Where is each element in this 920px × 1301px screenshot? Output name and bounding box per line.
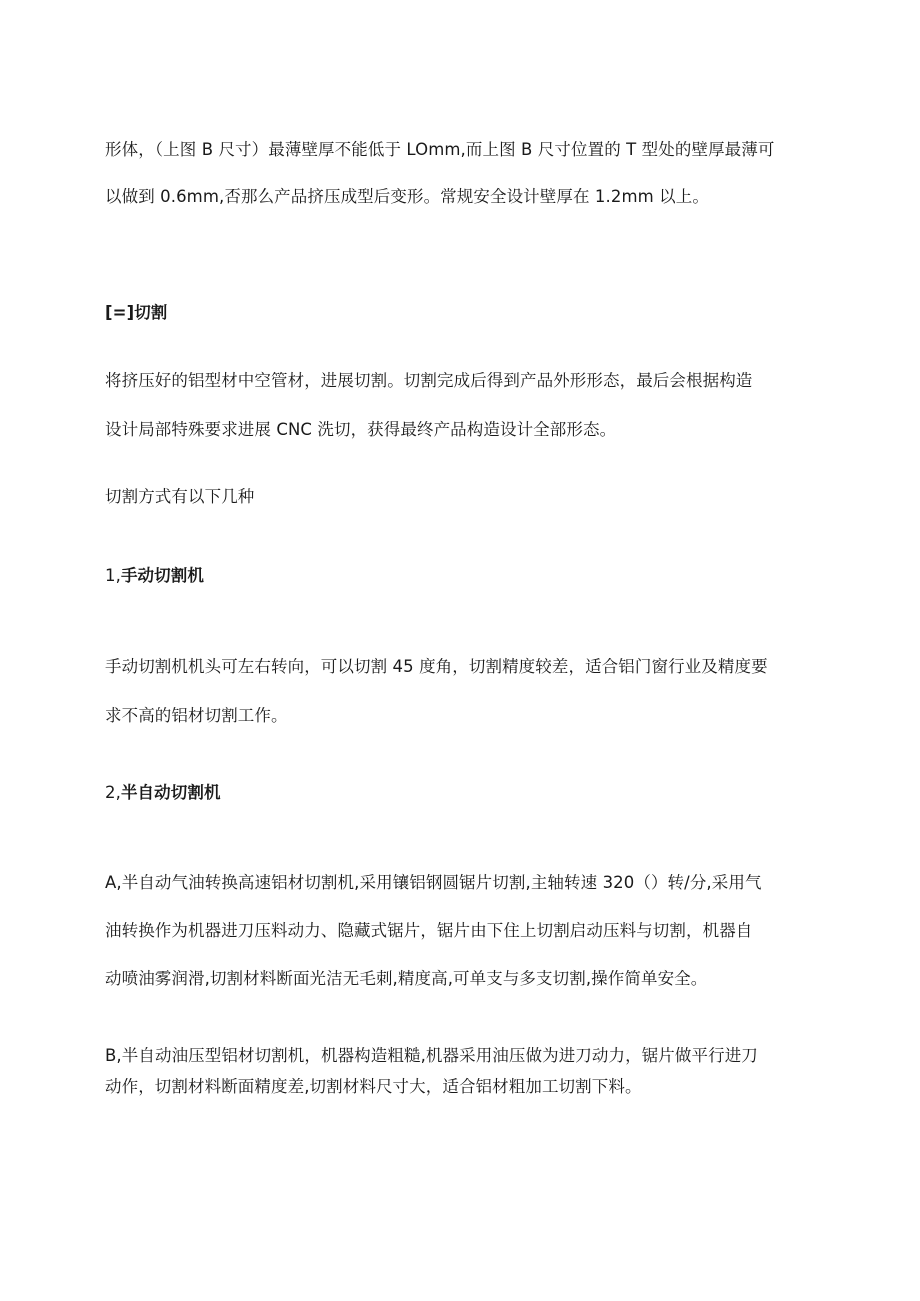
method-1-title: 手动切割机 <box>120 566 204 585</box>
method-2a-line-3: 动喷油雾润滑,切割材料断面光洁无毛刺,精度高,可单支与多支切割,操作简单安全。 <box>105 969 708 988</box>
method-2a-line-2: 油转换作为机器进刀压料动力、隐藏式锯片，锯片由下住上切割启动压料与切割，机器自 <box>105 921 753 940</box>
method-1-desc-line-2: 求不高的铝材切割工作。 <box>105 706 288 725</box>
method-1-number: 1, <box>105 566 121 585</box>
method-2-title: 半自动切割机 <box>120 783 221 802</box>
method-2b-line-1: B,半自动油压型铝材切割机，机器构造粗糙,机器采用油压做为进刀动力，锯片做平行进刀 <box>105 1046 758 1065</box>
intro-text-line-1: 形体，（上图 B 尺寸）最薄壁厚不能低于 LOmm,而上图 B 尺寸位置的 T 型处的壁厚最薄可 <box>105 140 775 159</box>
method-1-desc-line-1: 手动切割机机头可左右转向，可以切割 45 度角，切割精度较差，适合铝门窗行业及精度要 <box>105 657 768 676</box>
method-2-number: 2, <box>105 783 121 802</box>
method-1-heading <box>105 565 204 587</box>
method-2b-line-2: 动作，切割材料断面精度差,切割材料尺寸大，适合铝材粗加工切割下料。 <box>105 1077 642 1096</box>
intro-text-line-2: 以做到 0.6mm,否那么产品挤压成型后变形。常规安全设计壁厚在 1.2mm 以上。 <box>105 187 709 206</box>
section-heading-cutting: [=]切割 <box>105 303 168 322</box>
method-2a-line-1: A,半自动气油转换高速铝材切割机,采用镶铝钢圆锯片切割,主轴转速 320（）转/分,采用气 <box>105 873 762 892</box>
cutting-paragraph-line-1: 将挤压好的铝型材中空管材，进展切割。切割完成后得到产品外形形态，最后会根据构造 <box>105 371 753 390</box>
cutting-paragraph-line-2: 设计局部特殊要求进展 CNC 洗切，获得最终产品构造设计全部形态。 <box>105 420 617 439</box>
cutting-methods-intro: 切割方式有以下几种 <box>105 487 255 506</box>
method-2-heading <box>105 782 221 804</box>
